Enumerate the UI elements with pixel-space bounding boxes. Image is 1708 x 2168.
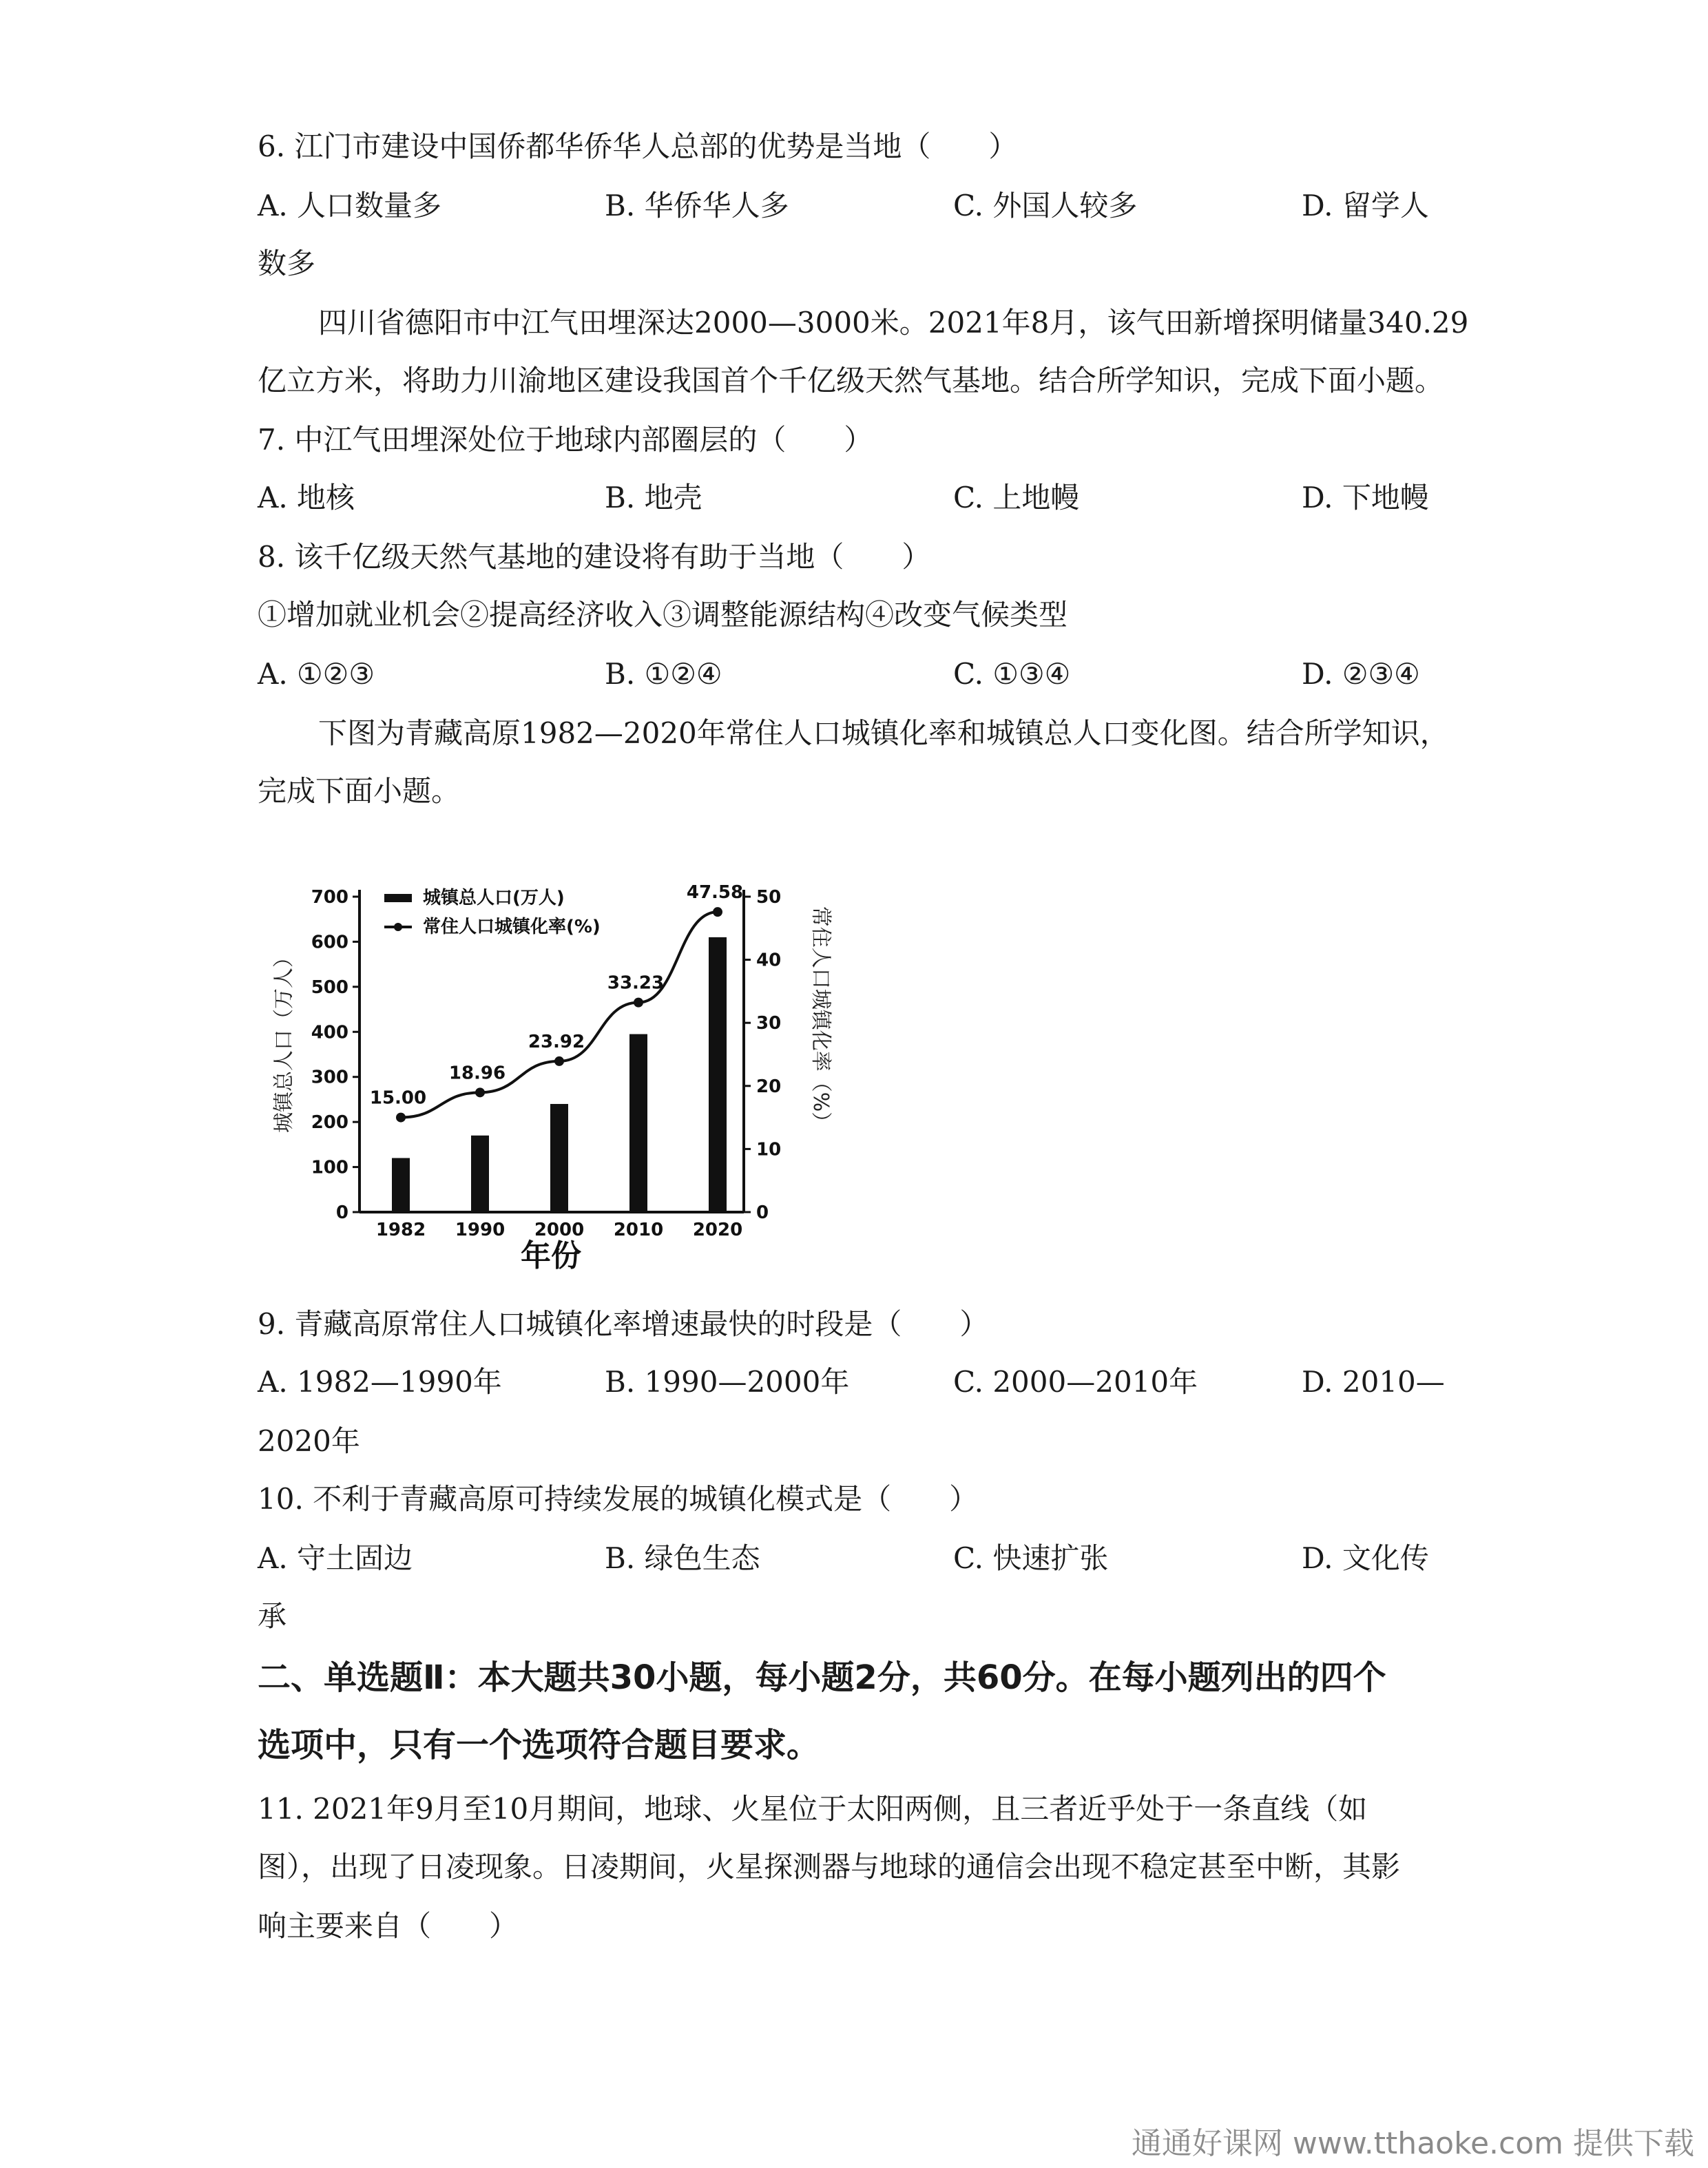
data-label-1982: 15.00 — [369, 1087, 427, 1109]
line-point-2000 — [554, 1056, 564, 1066]
q7-option-c: C. 上地幔 — [953, 481, 1080, 514]
line-point-2020 — [713, 907, 722, 917]
urbanization-rate-line — [401, 912, 718, 1117]
legend-swatch-bar — [384, 894, 412, 902]
y-left-tick-label: 0 — [335, 1202, 348, 1223]
q8-items: ①增加就业机会②提高经济收入③调整能源结构④改变气候类型 — [258, 598, 1068, 632]
q6-option-c: C. 外国人较多 — [953, 189, 1138, 222]
q11-line3: 响主要来自（ ） — [258, 1909, 519, 1943]
q6-option-d-wrap: 数多 — [258, 247, 316, 280]
q7-option-d: D. 下地幔 — [1302, 481, 1429, 514]
q9-option-b: B. 1990—2000年 — [605, 1365, 850, 1399]
q7-stem: 7. 中江气田埋深处位于地球内部圈层的（ ） — [258, 423, 873, 457]
q6-option-a: A. 人口数量多 — [258, 189, 442, 222]
bar-1982 — [392, 1158, 410, 1212]
y-right-tick-label: 10 — [756, 1139, 782, 1160]
data-label-2000: 23.92 — [528, 1031, 585, 1052]
x-axis-label: 年份 — [521, 1238, 581, 1273]
data-label-1990: 18.96 — [448, 1063, 506, 1084]
q8-option-d: D. ②③④ — [1302, 657, 1420, 691]
passage2-line1: 下图为青藏高原1982—2020年常住人口城镇化率和城镇总人口变化图。结合所学知识， — [318, 716, 1449, 750]
y-left-tick-label: 300 — [311, 1067, 348, 1088]
y-left-tick-label: 100 — [311, 1157, 348, 1178]
q8-stem: 8. 该千亿级天然气基地的建设将有助于当地（ ） — [258, 540, 931, 574]
q9-option-d: D. 2010— — [1302, 1365, 1445, 1399]
q7-option-a: A. 地核 — [258, 481, 355, 514]
q7-option-b: B. 地壳 — [605, 481, 702, 514]
y-right-tick-label: 0 — [756, 1202, 769, 1223]
legend-label-line: 常住人口城镇化率(%) — [423, 917, 601, 937]
y-right-axis-label: 常住人口城镇化率（%） — [809, 906, 833, 1133]
y-left-axis-label: 城镇总人口（万人） — [272, 947, 296, 1133]
y-right-tick-label: 50 — [756, 887, 782, 908]
q9-option-d-wrap: 2020年 — [258, 1424, 360, 1458]
q6-stem: 6. 江门市建设中国侨都华侨华人总部的优势是当地（ ） — [258, 129, 1018, 163]
data-label-2010: 33.23 — [607, 972, 665, 994]
q10-option-b: B. 绿色生态 — [605, 1541, 760, 1575]
q10-option-a: A. 守土固边 — [258, 1541, 413, 1575]
q10-option-d-wrap: 承 — [258, 1599, 287, 1633]
legend-label-bar: 城镇总人口(万人) — [423, 888, 565, 908]
passage1-line1: 四川省德阳市中江气田埋深达2000—3000米。2021年8月，该气田新增探明储量340.29 — [318, 306, 1469, 340]
watermark: 通通好课网 www.tthaoke.com 提供下载 — [1131, 2126, 1694, 2161]
section2-heading-line2: 选项中，只有一个选项符合题目要求。 — [258, 1726, 820, 1764]
y-right-tick-label: 40 — [756, 950, 782, 971]
y-left-tick-label: 500 — [311, 977, 348, 998]
q11-line1: 11. 2021年9月至10月期间，地球、火星位于太阳两侧，且三者近乎处于一条直线（如 — [258, 1792, 1368, 1826]
x-tick-label: 2020 — [692, 1220, 743, 1240]
bar-2020 — [709, 937, 727, 1212]
q10-stem: 10. 不利于青藏高原可持续发展的城镇化模式是（ ） — [258, 1482, 979, 1516]
y-left-tick-label: 700 — [311, 887, 348, 908]
q9-stem: 9. 青藏高原常住人口城镇化率增速最快的时段是（ ） — [258, 1307, 989, 1341]
q9-option-c: C. 2000—2010年 — [953, 1365, 1198, 1399]
y-left-tick-label: 400 — [311, 1022, 348, 1043]
q11-line2: 图），出现了日凌现象。日凌期间，火星探测器与地球的通信会出现不稳定甚至中断，其影 — [258, 1850, 1401, 1884]
bar-2010 — [629, 1034, 647, 1212]
legend-swatch-point — [394, 923, 402, 931]
line-point-1982 — [396, 1113, 406, 1123]
section2-heading-line1: 二、单选题Ⅱ：本大题共30小题，每小题2分，共60分。在每小题列出的四个 — [258, 1658, 1386, 1697]
x-tick-label: 2000 — [534, 1220, 585, 1240]
q10-option-c: C. 快速扩张 — [953, 1541, 1109, 1575]
line-point-1990 — [475, 1087, 485, 1097]
q8-option-b: B. ①②④ — [605, 657, 722, 691]
y-left-tick-label: 600 — [311, 932, 348, 953]
q8-option-c: C. ①③④ — [953, 657, 1071, 691]
data-label-2020: 47.58 — [686, 882, 744, 904]
bar-2000 — [550, 1104, 568, 1212]
q9-option-a: A. 1982—1990年 — [258, 1365, 502, 1399]
q6-option-d: D. 留学人 — [1302, 189, 1429, 222]
line-point-2010 — [634, 998, 643, 1008]
urbanization-chart — [255, 833, 833, 1274]
y-left-tick-label: 200 — [311, 1112, 348, 1134]
y-right-tick-label: 20 — [756, 1076, 782, 1097]
x-tick-label: 2010 — [613, 1220, 664, 1240]
chart-legend — [384, 887, 601, 937]
q10-option-d: D. 文化传 — [1302, 1541, 1429, 1575]
passage1-line2: 亿立方米，将助力川渝地区建设我国首个千亿级天然气基地。结合所学知识，完成下面小题。 — [258, 364, 1444, 397]
x-tick-label: 1982 — [375, 1220, 426, 1240]
x-tick-label: 1990 — [455, 1220, 506, 1240]
passage2-line2: 完成下面小题。 — [258, 774, 461, 808]
bar-1990 — [471, 1136, 489, 1212]
q6-option-b: B. 华侨华人多 — [605, 189, 789, 222]
y-right-tick-label: 30 — [756, 1013, 782, 1034]
q8-option-a: A. ①②③ — [258, 657, 375, 691]
